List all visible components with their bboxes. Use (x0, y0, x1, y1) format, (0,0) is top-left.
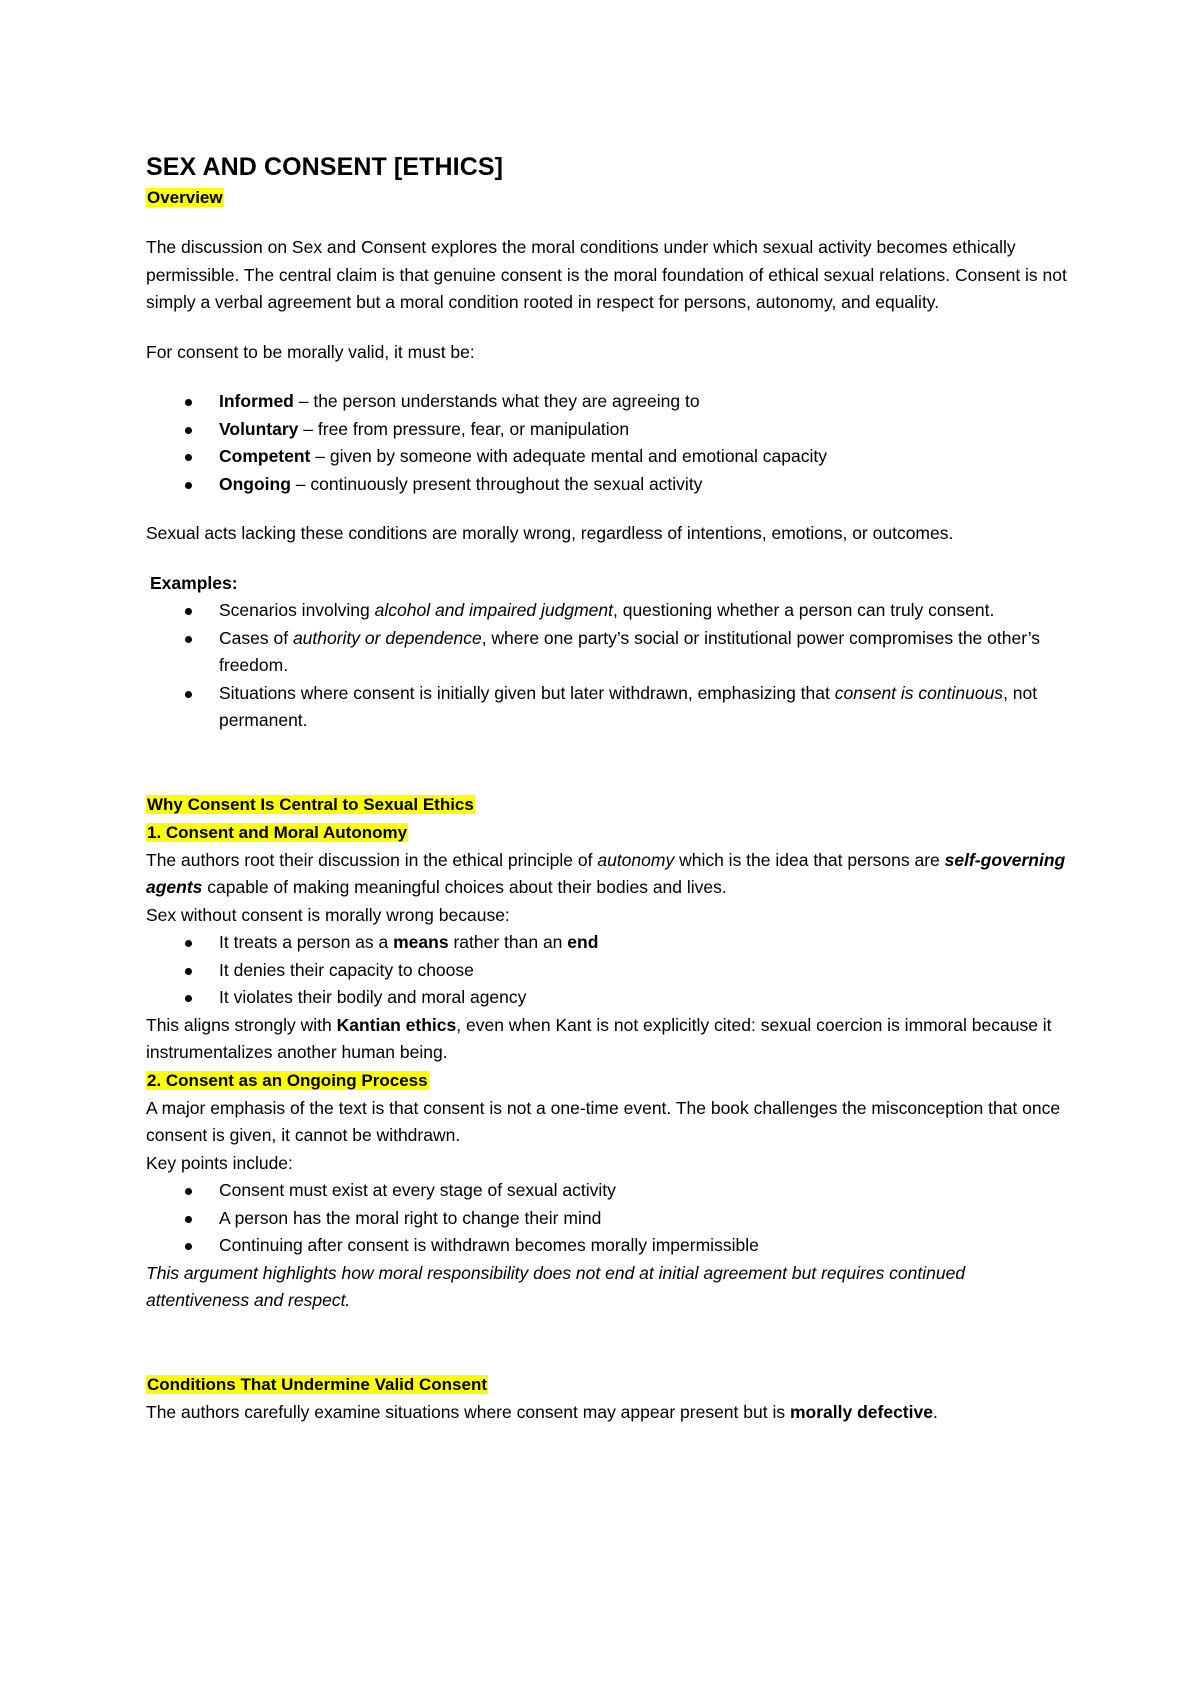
list-item: Scenarios involving alcohol and impaired judgment, questioning whether a person can truly consent. (146, 597, 1070, 625)
list-item: It treats a person as a means rather than an end (146, 929, 1070, 957)
list-item: A person has the moral right to change their mind (146, 1205, 1070, 1233)
condition-term: Ongoing (219, 473, 291, 494)
condition-desc: – the person understands what they are agreeing to (293, 391, 700, 411)
condition-term: Competent (219, 446, 311, 466)
ongoing-note: This argument highlights how moral responsibility does not end at initial agreement but requires continued attentiveness and respect. (146, 1262, 966, 1310)
autonomy-heading: 1. Consent and Moral Autonomy (147, 822, 408, 842)
condition-term: Informed (219, 391, 294, 411)
list-item (146, 416, 1070, 444)
undermine-heading: Conditions That Undermine Valid Consent (147, 1374, 488, 1394)
list-item: Cases of authority or dependence, where one party’s social or institutional power compromises the other’s freedom. (146, 625, 1070, 680)
autonomy-reasons-intro: Sex without consent is morally wrong because: (146, 904, 510, 925)
list-item: Consent must exist at every stage of sexual activity (146, 1177, 1070, 1205)
key-points-list (146, 1177, 1070, 1260)
autonomy-heading-line (146, 819, 1070, 847)
ongoing-heading-line (146, 1067, 1070, 1095)
list-item (146, 388, 1070, 416)
ongoing-heading: 2. Consent as an Ongoing Process (147, 1070, 428, 1090)
condition-desc: – given by someone with adequate mental and emotional capacity (310, 446, 827, 466)
kantian-paragraph: This aligns strongly with Kantian ethics, even when Kant is not explicitly cited: sexual coercion is immoral because it instrumentalizes another human being. (146, 1014, 1052, 1062)
list-item: It violates their bodily and moral agency (146, 984, 1070, 1012)
condition-desc: – free from pressure, fear, or manipulation (298, 418, 630, 439)
condition-term: Voluntary (219, 418, 299, 439)
list-item (146, 443, 1070, 471)
why-heading-line (146, 791, 1070, 819)
document-title: SEX AND CONSENT [ETHICS] (146, 153, 504, 181)
ongoing-paragraph: A major emphasis of the text is that consent is not a one-time event. The book challenges the misconception that once consent is given, it cannot be withdrawn. (146, 1097, 1061, 1145)
list-item (146, 471, 1070, 499)
examples-label: Examples: (150, 572, 238, 593)
overview-paragraph: The discussion on Sex and Consent explores the moral conditions under which sexual activity becomes ethically permissible. The central claim is that genuine consent is the moral foundation of ethical sexual relations. Consent is not simply a verbal agreement but a moral condition rooted in respect for persons, autonomy, and equality. (146, 237, 1067, 312)
list-item: Situations where consent is initially given but later withdrawn, emphasizing that consent is continuous, not permanent. (146, 680, 1070, 735)
list-item: It denies their capacity to choose (146, 957, 1070, 985)
overview-heading-line (146, 184, 1070, 212)
list-item: Continuing after consent is withdrawn becomes morally impermissible (146, 1232, 1070, 1260)
examples-list (146, 597, 1070, 735)
overview-heading: Overview (147, 188, 223, 207)
undermine-paragraph: The authors carefully examine situations where consent may appear present but is morally defective. (146, 1401, 938, 1422)
condition-desc: – continuously present throughout the sexual activity (290, 473, 703, 494)
reasons-list (146, 929, 1070, 1012)
conditions-list (146, 388, 1070, 498)
why-heading: Why Consent Is Central to Sexual Ethics (147, 794, 474, 814)
key-points-intro: Key points include: (146, 1152, 293, 1173)
undermine-heading-line (146, 1371, 1070, 1399)
validity-intro: For consent to be morally valid, it must be: (146, 341, 475, 362)
lacking-paragraph: Sexual acts lacking these conditions are morally wrong, regardless of intentions, emotions, or outcomes. (146, 523, 954, 543)
autonomy-paragraph: The authors root their discussion in the ethical principle of autonomy which is the idea that persons are self-governing agents capable of making meaningful choices about their bodies and lives. (146, 849, 1066, 897)
